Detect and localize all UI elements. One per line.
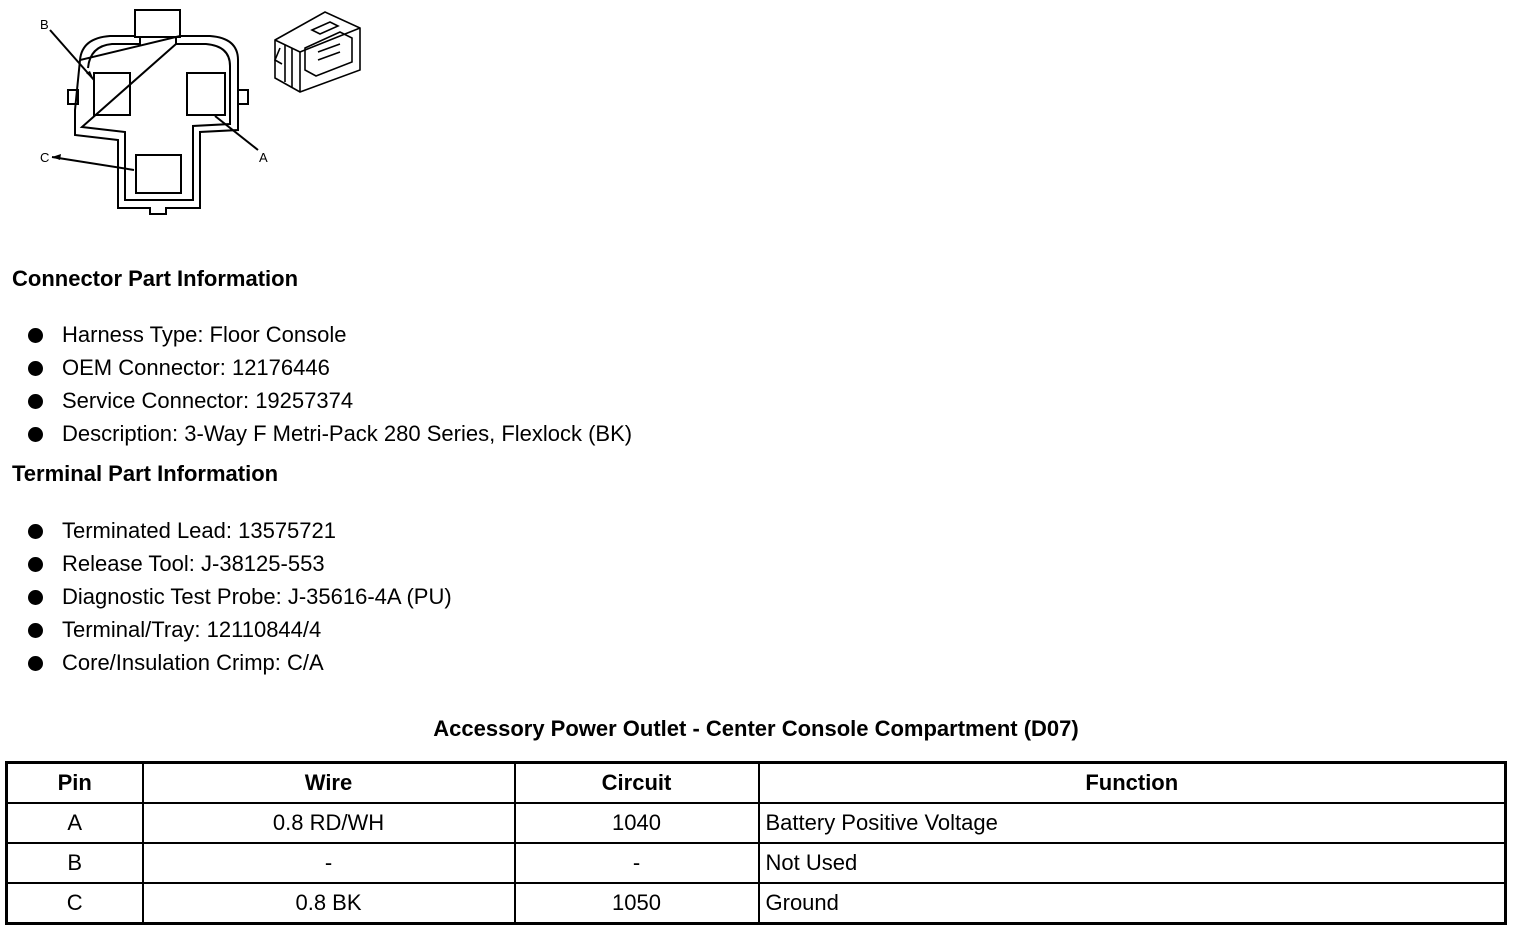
circuit-cell: 1040	[515, 803, 759, 843]
list-item	[28, 580, 452, 613]
pinout-table-title: Accessory Power Outlet - Center Console Compartment (D07)	[433, 716, 1079, 741]
leader-line-c	[52, 157, 134, 170]
bullet-icon	[28, 590, 43, 605]
circuit-cell: -	[515, 843, 759, 883]
list-item	[28, 646, 452, 679]
pinout-table	[5, 761, 1507, 925]
list-item	[28, 514, 452, 547]
cavity-c	[136, 155, 181, 193]
connector-part-info-list	[28, 318, 632, 450]
list-item	[28, 613, 452, 646]
cavity-a	[187, 73, 225, 115]
connector-isometric-view	[275, 12, 360, 92]
list-item-text: Terminal/Tray: 12110844/4	[62, 617, 322, 642]
bullet-icon	[28, 623, 43, 638]
column-header-wire: Wire	[143, 763, 515, 804]
bullet-icon	[28, 394, 43, 409]
list-item-text: Release Tool: J-38125-553	[62, 551, 325, 576]
table-header-row	[7, 763, 1506, 804]
pin-label-a: A	[259, 150, 268, 165]
bullet-icon	[28, 361, 43, 376]
pin-label-c: C	[40, 150, 50, 165]
list-item-text: Description: 3-Way F Metri-Pack 280 Series, Flexlock (BK)	[62, 421, 633, 446]
pin-cell: B	[7, 843, 143, 883]
bullet-icon	[28, 524, 43, 539]
list-item-text: Diagnostic Test Probe: J-35616-4A (PU)	[62, 584, 452, 609]
cavity-b	[94, 73, 130, 115]
function-cell: Not Used	[759, 843, 1506, 883]
list-item-text: OEM Connector: 12176446	[62, 355, 330, 380]
table-row	[7, 803, 1506, 843]
function-cell: Ground	[759, 883, 1506, 924]
bullet-icon	[28, 656, 43, 671]
wire-cell: 0.8 RD/WH	[143, 803, 515, 843]
connector-part-info-title: Connector Part Information	[12, 266, 299, 291]
bullet-icon	[28, 557, 43, 572]
list-item-text: Core/Insulation Crimp: C/A	[62, 650, 324, 675]
list-item	[28, 384, 632, 417]
column-header-function: Function	[759, 763, 1506, 804]
column-header-pin: Pin	[7, 763, 143, 804]
arrow-c	[52, 154, 61, 160]
terminal-part-info-title: Terminal Part Information	[12, 461, 279, 486]
list-item	[28, 417, 632, 450]
leader-line-a	[215, 116, 258, 150]
pin-cell: C	[7, 883, 143, 924]
list-item-text: Service Connector: 19257374	[62, 388, 354, 413]
bullet-icon	[28, 328, 43, 343]
circuit-cell: 1050	[515, 883, 759, 924]
wire-cell: -	[143, 843, 515, 883]
connector-latch	[135, 10, 180, 37]
wire-cell: 0.8 BK	[143, 883, 515, 924]
bullet-icon	[28, 427, 43, 442]
column-header-circuit: Circuit	[515, 763, 759, 804]
table-row	[7, 883, 1506, 924]
connector-diagram	[0, 0, 380, 230]
list-item	[28, 318, 632, 351]
list-item	[28, 547, 452, 580]
connector-side-tab	[238, 90, 248, 104]
pin-label-b: B	[40, 17, 49, 32]
pin-cell: A	[7, 803, 143, 843]
list-item-text: Harness Type: Floor Console	[62, 322, 347, 347]
table-row	[7, 843, 1506, 883]
list-item-text: Terminated Lead: 13575721	[62, 518, 336, 543]
list-item	[28, 351, 632, 384]
terminal-part-info-list	[28, 514, 452, 679]
function-cell: Battery Positive Voltage	[759, 803, 1506, 843]
